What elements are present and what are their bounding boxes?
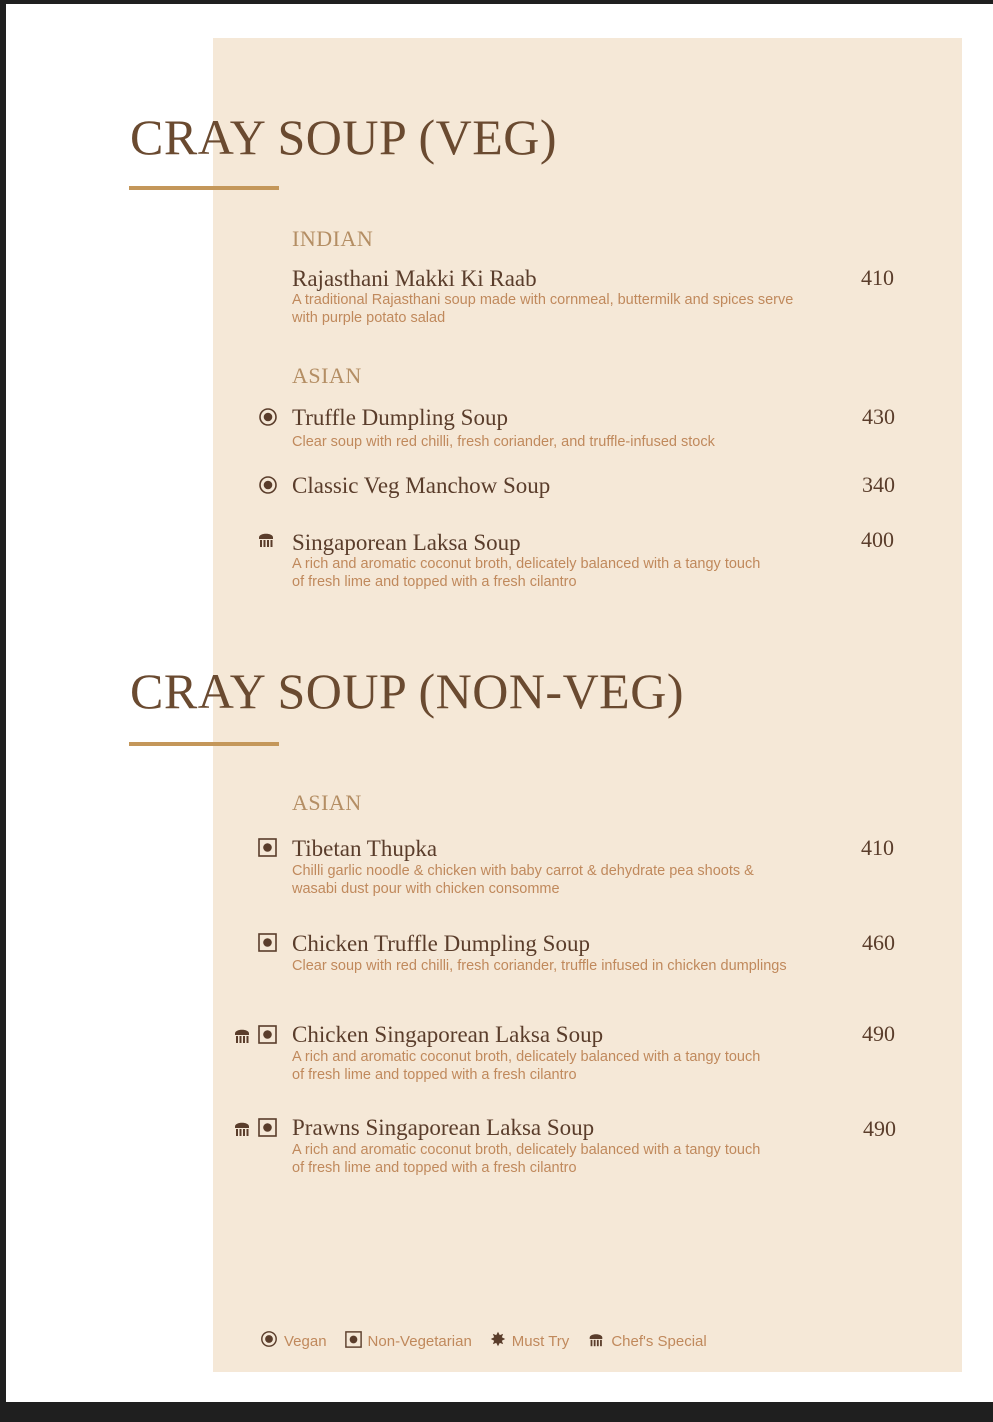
legend-item-vegan bbox=[260, 1330, 327, 1352]
dish-price: 410 bbox=[861, 835, 894, 860]
dish-price: 490 bbox=[862, 1021, 895, 1046]
dish-price: 410 bbox=[861, 265, 894, 290]
non-vegetarian-icon bbox=[258, 1025, 277, 1044]
dish-name: Truffle Dumpling Soup bbox=[292, 405, 508, 430]
section-title-non-veg: CRAY SOUP (NON-VEG) bbox=[130, 663, 684, 719]
must-try-icon bbox=[490, 1331, 512, 1351]
legend-label: Chef's Special bbox=[611, 1332, 707, 1350]
legend-label: Vegan bbox=[284, 1332, 327, 1350]
dish-name: Singaporean Laksa Soup bbox=[292, 530, 521, 555]
legend-label: Must Try bbox=[511, 1332, 570, 1350]
dish-name: Rajasthani Makki Ki Raab bbox=[292, 266, 537, 291]
non-vegetarian-icon bbox=[258, 933, 277, 952]
category-heading-asian: ASIAN bbox=[292, 363, 362, 388]
section-title-veg: CRAY SOUP (VEG) bbox=[130, 109, 558, 165]
dietary-legend bbox=[260, 1330, 725, 1352]
chefs-special-icon bbox=[256, 529, 276, 549]
dish-name: Chicken Truffle Dumpling Soup bbox=[292, 931, 590, 956]
legend-item-must-try bbox=[490, 1331, 570, 1351]
legend-item-non-vegetarian bbox=[345, 1331, 472, 1352]
dish-description: Clear soup with red chilli, fresh coriander, truffle infused in chicken dumplings bbox=[292, 958, 787, 974]
dish-description: Clear soup with red chilli, fresh coriander, and truffle-infused stock bbox=[292, 434, 715, 450]
dish-price: 460 bbox=[862, 930, 895, 955]
section-divider-veg bbox=[129, 186, 279, 190]
dish-name: Chicken Singaporean Laksa Soup bbox=[292, 1022, 604, 1047]
chefs-special-icon bbox=[232, 1118, 252, 1138]
dish-description: Chilli garlic noodle & chicken with baby carrot & dehydrate pea shoots & wasabi dust pour with chicken consomme bbox=[292, 863, 754, 897]
legend-item-chefs-special bbox=[587, 1330, 706, 1352]
dish-price: 400 bbox=[861, 527, 894, 552]
dish-name: Prawns Singaporean Laksa Soup bbox=[292, 1115, 595, 1140]
non-vegetarian-icon bbox=[258, 1118, 277, 1137]
chefs-special-icon bbox=[587, 1330, 611, 1352]
category-heading-indian: INDIAN bbox=[292, 226, 374, 251]
dish-name: Tibetan Thupka bbox=[292, 836, 438, 861]
section-divider-non-veg bbox=[129, 742, 279, 746]
menu-page bbox=[6, 4, 993, 1402]
vegan-icon bbox=[260, 1330, 284, 1352]
vegan-icon bbox=[258, 407, 278, 427]
dish-price: 490 bbox=[863, 1116, 896, 1141]
dish-description: A traditional Rajasthani soup made with cornmeal, buttermilk and spices serve with purple potato salad bbox=[292, 292, 794, 326]
category-heading-asian: ASIAN bbox=[292, 790, 362, 815]
dish-name: Classic Veg Manchow Soup bbox=[292, 473, 551, 498]
dish-price: 340 bbox=[862, 472, 895, 497]
dish-description: A rich and aromatic coconut broth, delicately balanced with a tangy touch of fresh lime and topped with a fresh cilantro bbox=[292, 1142, 761, 1176]
vegan-icon bbox=[258, 475, 278, 495]
non-vegetarian-icon bbox=[258, 838, 277, 857]
dish-description: A rich and aromatic coconut broth, delicately balanced with a tangy touch of fresh lime and topped with a fresh cilantro bbox=[292, 556, 761, 590]
non-vegetarian-icon bbox=[345, 1331, 368, 1352]
dish-description: A rich and aromatic coconut broth, delicately balanced with a tangy touch of fresh lime and topped with a fresh cilantro bbox=[292, 1049, 761, 1083]
dish-price: 430 bbox=[862, 404, 895, 429]
chefs-special-icon bbox=[232, 1025, 252, 1045]
legend-label: Non-Vegetarian bbox=[367, 1332, 472, 1350]
